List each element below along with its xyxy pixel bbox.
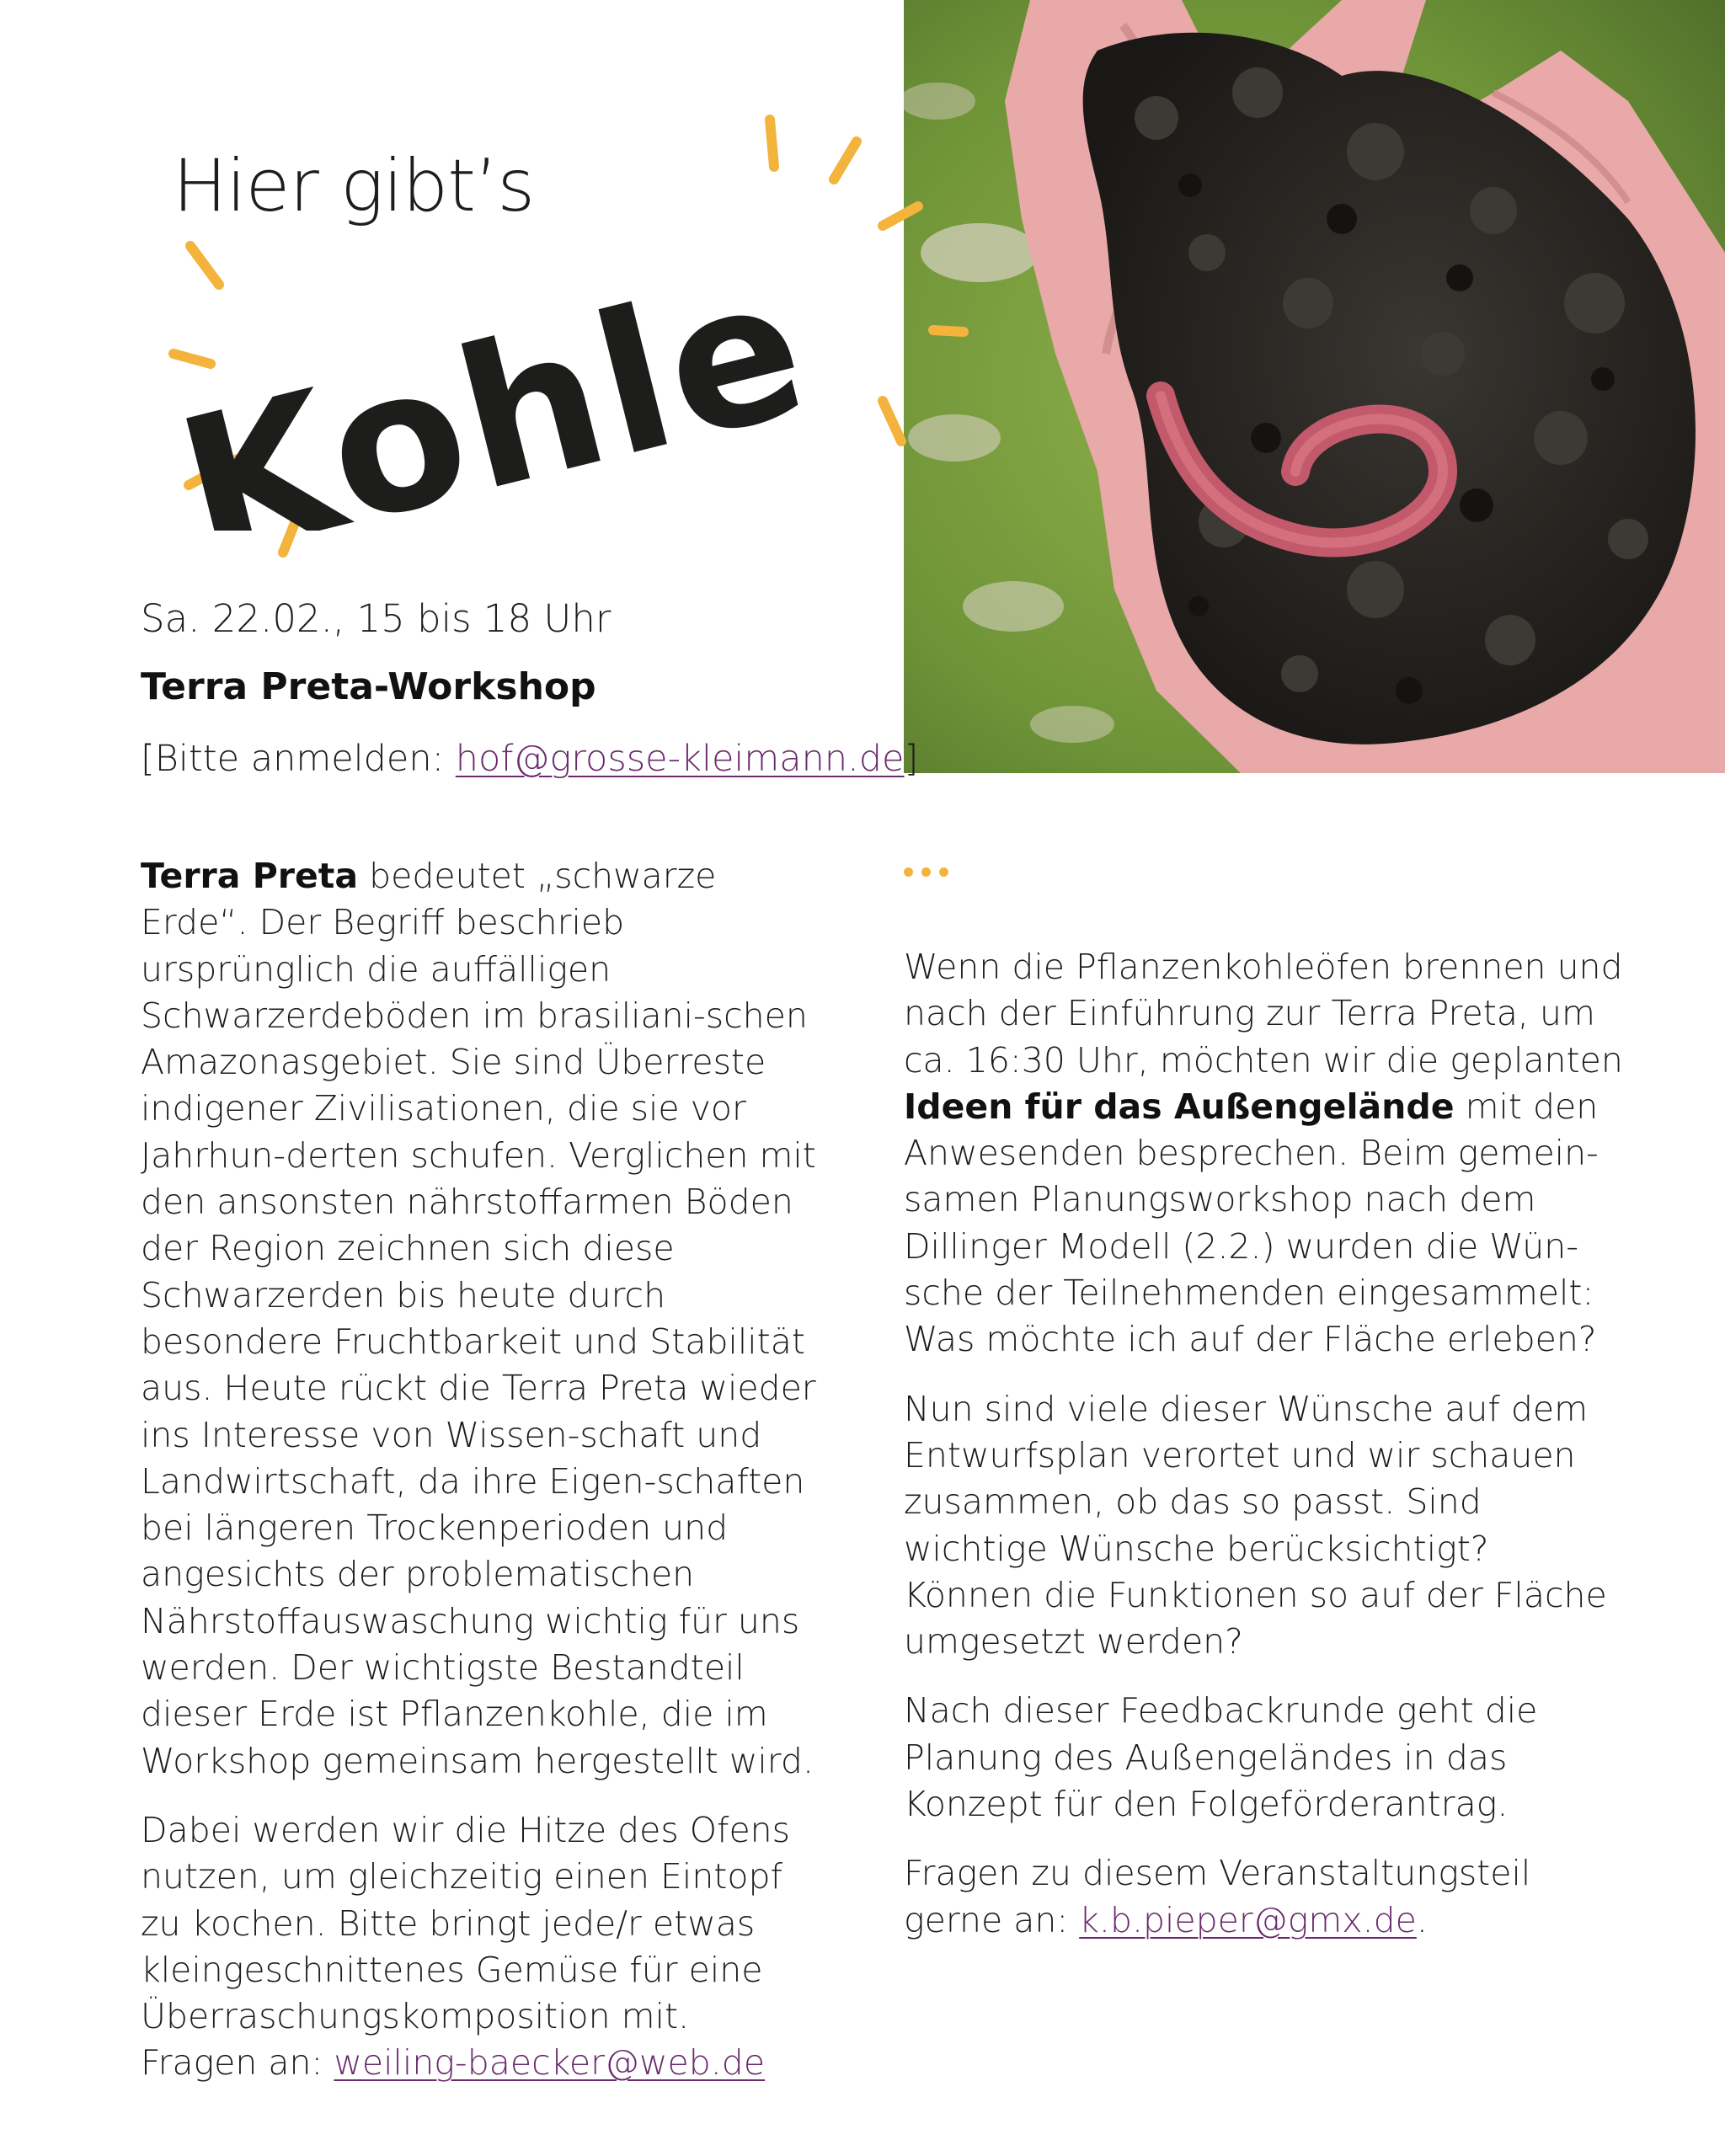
right-contact-email-link[interactable]: k.b.pieper@gmx.de [1079, 1899, 1417, 1940]
left-column [141, 853, 831, 2110]
right-paragraph-3: Nach dieser Feedbackrunde geht die Planung des Außengeländes in das Konzept für den Folgeförderantrag. [904, 1690, 1538, 1825]
registration-prefix: [Bitte anmelden: [141, 738, 456, 780]
right-contact-prefix: Fragen zu diesem Veranstaltungsteil gerne an: [904, 1853, 1531, 1940]
event-title: Terra Preta-Workshop [141, 665, 596, 708]
ideas-outdoor-area: Ideen für das Außengelände [904, 1086, 1455, 1127]
headline-intro: Hier gibt’s [173, 144, 535, 228]
term-terra-preta: Terra Preta [141, 856, 359, 896]
left-paragraph-1 [141, 853, 831, 1785]
right-contact-suffix: . [1416, 1899, 1428, 1940]
registration-note [141, 738, 918, 780]
registration-suffix: ] [904, 738, 919, 780]
left-contact-email-link[interactable]: weiling-baecker@web.de [334, 2042, 766, 2084]
soil-worm-photo [904, 0, 1725, 773]
registration-email-link[interactable]: hof@grosse-kleimann.de [455, 738, 905, 780]
event-date: Sa. 22.02., 15 bis 18 Uhr [141, 596, 611, 641]
soil-with-earthworm-in-hand-icon [904, 0, 1725, 773]
ellipsis-icon [904, 864, 957, 880]
right-column [904, 944, 1628, 1967]
right-paragraph-1-end: mit den Anwesenden besprechen. Beim gemein-samen Planungsworkshop nach dem Dillinger Modell (2.2.) wurden die Wün-sche der Teilnehmenden eingesammelt: Was möchte ich auf der Fläche erleben? [904, 1086, 1599, 1360]
right-paragraph-2: Nun sind viele dieser Wünsche auf dem Entwurfsplan verortet und wir schauen zusammen, ob das so passt. Sind wichtige Wünsche berücksichtigt? Können die Funktionen so auf der Fläche umgesetzt werden? [904, 1388, 1607, 1662]
right-paragraph-1-start: Wenn die Pflanzenkohleöfen brennen und nach der Einführung zur Terra Preta, um ca. 16:30 Uhr, möchten wir die geplanten [904, 947, 1623, 1081]
left-paragraph-2-text: Dabei werden wir die Hitze des Ofens nutzen, um gleichzeitig einen Eintopf zu kochen. Bitte bringt jede/r etwas kleingeschnittenes Gemüse für eine Überraschungskomposition mit. [141, 1809, 791, 2037]
left-paragraph-1-text: bedeutet „schwarze Erde“. Der Begriff beschrieb ursprünglich die auffälligen Schwarzerdeböden im brasiliani-schen Amazonasgebiet. Sie sind Überreste indigener Zivilisationen, die sie vor Jahrhun-derten schufen. Verglichen mit den ansonsten nährstoffarmen Böden der Region zeichnen sich diese Schwarzerden bis heute durch besondere Fruchtbarkeit und Stabilität aus. Heute rückt die Terra Preta wieder ins Interesse von Wissen-schaft und Landwirtschaft, da ihre Eigen-schaften bei längeren Trockenperioden und angesichts der problematischen Nährstoffauswaschung wichtig für uns werden. Der wichtigste Bestandteil dieser Erde ist Pflanzenkohle, die im Workshop gemeinsam hergestellt wird. [141, 856, 816, 1781]
left-paragraph-2 [141, 1807, 831, 2087]
right-paragraph-1 [904, 944, 1628, 1364]
headline-kohle [152, 227, 910, 531]
right-paragraph-4 [904, 1850, 1628, 1944]
headline-kohle-text: Kohle [159, 233, 829, 531]
left-contact-prefix: Fragen an: [141, 2042, 334, 2084]
